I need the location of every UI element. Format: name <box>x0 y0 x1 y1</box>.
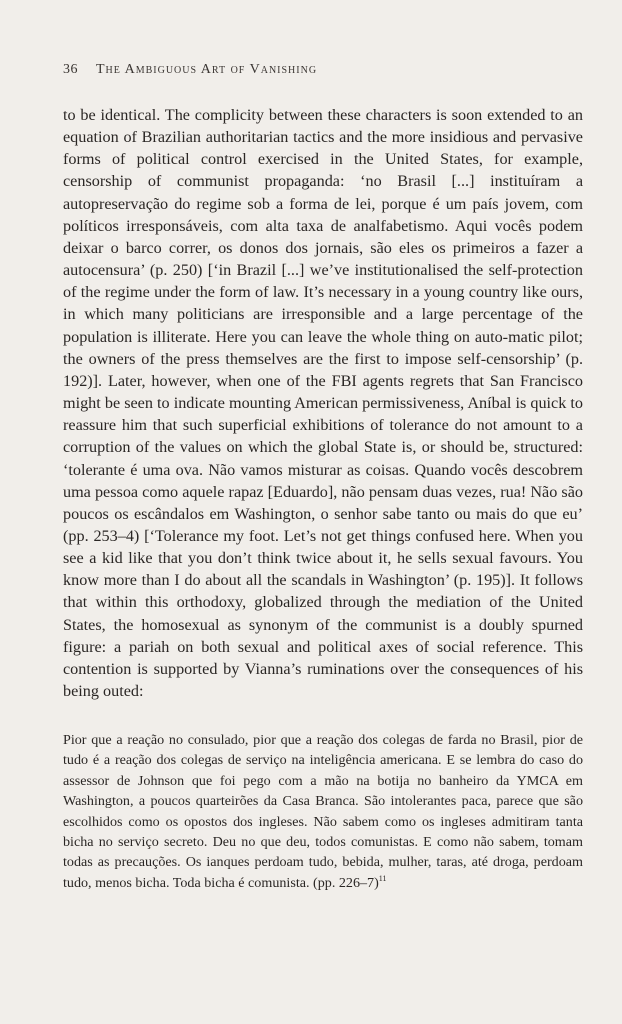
quote-paragraph <box>63 730 583 893</box>
running-title: The Ambiguous Art of Vanishing <box>96 62 318 77</box>
page-number: 36 <box>63 62 78 77</box>
body-paragraph <box>63 104 583 702</box>
running-head <box>63 62 317 78</box>
footnote-reference: 11 <box>378 873 387 883</box>
quote-text: Pior que a reação no consulado, pior que a reação dos colegas de farda no Brasil, pior de tudo é a reação dos colegas de serviço na inteligência americana. E se lembra do caso do assessor de Johnson que foi pego com a mão na botija no banheiro da YMCA em Washington, a poucos quarteirões da Casa Branca. São intolerantes paca, parece que são escolhidos como os opostos dos ingleses. Não sabem como os ingleses admitiram tanta bicha no serviço secreto. Deu no que deu, todos comunistas. E como não sabem, tomam todas as precauções. Os ianques perdoam tudo, bebida, mulher, taras, até droga, perdoam tudo, menos bicha. Toda bicha é comunista. (pp. 226–7) <box>63 732 583 891</box>
block-quote <box>63 730 583 893</box>
paragraph-text: to be identical. The complicity between these characters is soon extended to an equation of Brazilian authoritarian tactics and the more insidious and pervasive forms of political control exercised in the United States, for example, censorship of communist propaganda: ‘no Brasil [...] instituíram a autopreservação do regime sob a forma de lei, porque é um país jovem, com políticos irresponsáveis, com alta taxa de analfabetismo. Aqui vocês podem deixar o barco correr, os donos dos jornais, são eles os primeiros a fazer a autocensura’ (p. 250) [‘in Brazil [...] we’ve institutionalised the self-protection of the regime under the form of law. It’s necessary in a young country like ours, in which many politicians are irresponsible and a large percentage of the population is illiterate. Here you can leave the whole thing on auto-matic pilot; the owners of the press themselves are the first to impose self-censorship’ (p. 192)]. Later, however, when one of the FBI agents regrets that San Francisco might be seen to indicate mounting American permissiveness, Aníbal is quick to reassure him that such superficial exhibitions of tolerance do not amount to a corruption of the values on which the global State is, or should be, structured: ‘tolerante é uma ova. Não vamos misturar as coisas. Quando vocês descobrem uma pessoa como aquele rapaz [Eduardo], não pensam duas vezes, rua! Não são poucos os escândalos em Washington, o senhor sabe tanto ou mais do que eu’ (pp. 253–4) [‘Tolerance my foot. Let’s not get things confused here. When you see a kid like that you don’t think twice about it, he sells sexual favours. You know more than I do about all the scandals in Washington’ (p. 195)]. It follows that within this orthodoxy, globalized through the mediation of the United States, the homosexual as synonym of the communist is a doubly spurned figure: a pariah on both sexual and political axes of social reference. This contention is supported by Vianna’s ruminations over the consequences of his being outed: <box>63 106 583 701</box>
